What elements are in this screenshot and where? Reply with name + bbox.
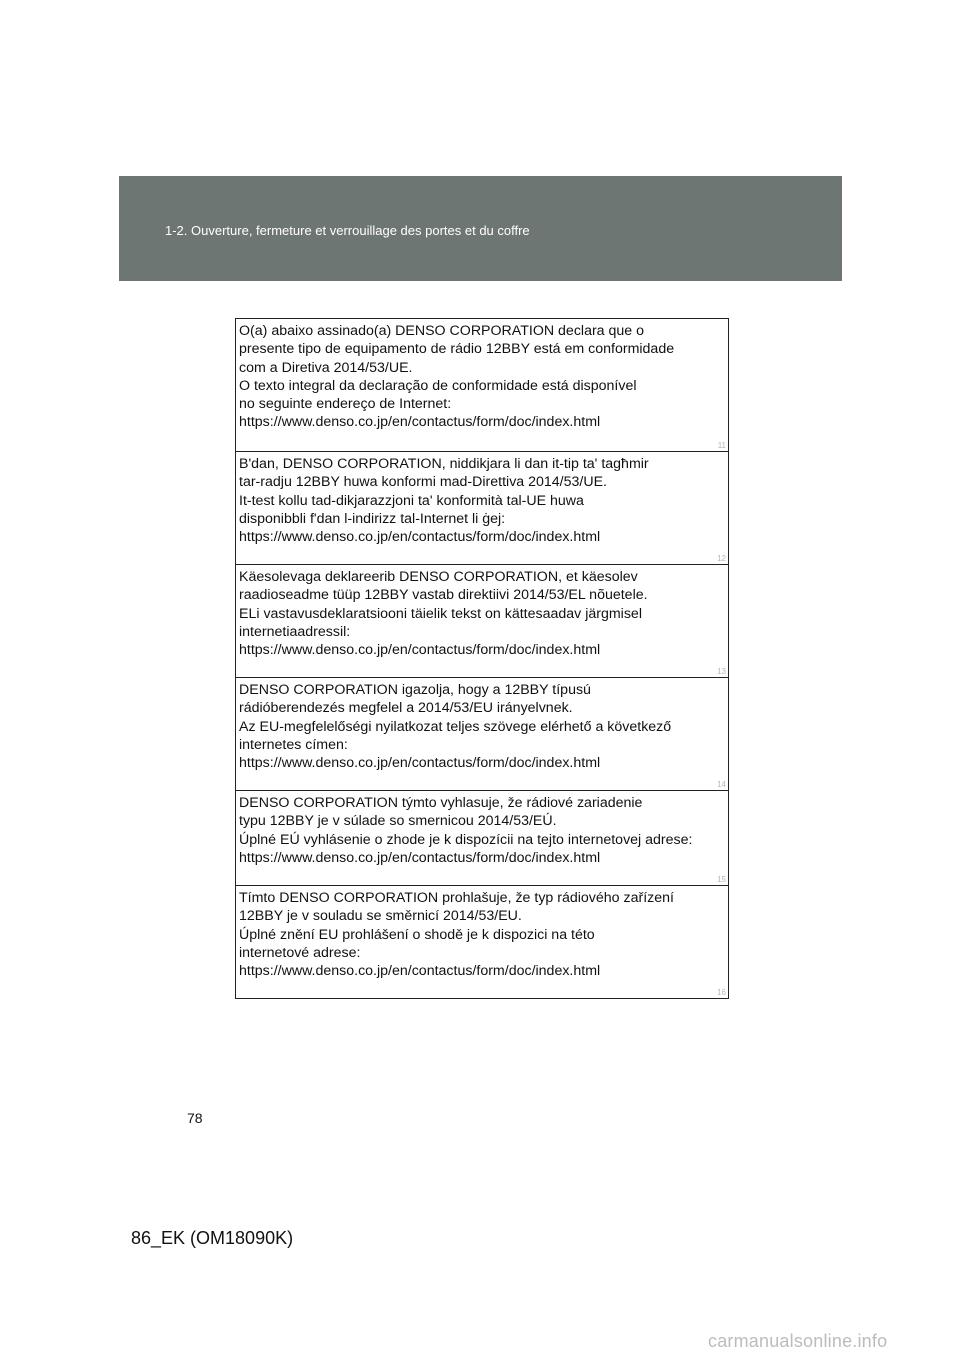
declaration-line: https://www.denso.co.jp/en/contactus/form/doc/index.html [239, 414, 601, 431]
declaration-line: https://www.denso.co.jp/en/contactus/form/doc/index.html [239, 642, 601, 659]
declaration-line: no seguinte endereço de Internet: [239, 396, 452, 413]
page-number: 78 [187, 1110, 203, 1126]
declaration-number: 11 [717, 441, 726, 450]
declaration-text [239, 889, 724, 980]
declaration-line: Käesolevaga deklareerib DENSO CORPORATION, et käesolev [239, 569, 638, 585]
declaration-text [239, 568, 724, 659]
declarations-table [235, 318, 729, 999]
declaration-block-mt [236, 451, 728, 564]
declaration-line: disponibbli f'dan l-indirizz tal-Internet li ġej: [239, 510, 506, 527]
declaration-line: internetiaadressil: [239, 623, 351, 640]
declaration-line: Úplné znění EU prohlášení o shodě je k dispozici na této [239, 926, 595, 943]
declaration-block-sk [236, 790, 728, 885]
declaration-number: 15 [717, 875, 726, 884]
declaration-text [239, 322, 724, 432]
declaration-text [239, 455, 724, 546]
declaration-line: O(a) abaixo assinado(a) DENSO CORPORATION declara que o [239, 323, 645, 339]
declaration-number: 16 [717, 988, 726, 997]
declaration-line: typu 12BBY je v súlade so smernicou 2014/53/EÚ. [239, 813, 557, 830]
declaration-line: DENSO CORPORATION týmto vyhlasuje, že rádiové zariadenie [239, 795, 643, 811]
declaration-line: O texto integral da declaração de conformidade está disponível [239, 377, 637, 394]
declaration-block-et [236, 564, 728, 677]
declaration-line: Tímto DENSO CORPORATION prohlašuje, že typ rádiového zařízení [239, 890, 674, 906]
declaration-line: Az EU-megfelelőségi nyilatkozat teljes szövege elérhető a következő [239, 718, 672, 735]
declaration-line: https://www.denso.co.jp/en/contactus/form/doc/index.html [239, 755, 601, 772]
declaration-line: presente tipo de equipamento de rádio 12BBY está em conformidade [239, 341, 675, 358]
declaration-number: 13 [717, 667, 726, 676]
declaration-line: tar-radju 12BBY huwa konformi mad-Direttiva 2014/53/UE. [239, 474, 608, 491]
declaration-text [239, 681, 724, 772]
declaration-line: raadioseadme tüüp 12BBY vastab direktiivi 2014/53/EL nõuetele. [239, 587, 648, 604]
declaration-line: https://www.denso.co.jp/en/contactus/form/doc/index.html [239, 529, 601, 546]
declaration-line: internetes címen: [239, 736, 348, 753]
declaration-line: https://www.denso.co.jp/en/contactus/form/doc/index.html [239, 849, 601, 866]
declaration-line: It-test kollu tad-dikjarazzjoni ta' konformità tal-UE huwa [239, 492, 584, 509]
declaration-line: https://www.denso.co.jp/en/contactus/form/doc/index.html [239, 963, 601, 980]
declaration-line: 12BBY je v souladu se směrnicí 2014/53/EU. [239, 908, 522, 925]
site-watermark: carmanualsonline.info [708, 1331, 888, 1351]
section-title: 1-2. Ouverture, fermeture et verrouillage des portes et du coffre [165, 223, 530, 238]
declaration-line: internetové adrese: [239, 944, 361, 961]
declaration-number: 14 [717, 780, 726, 789]
declaration-number: 12 [717, 554, 726, 563]
declaration-line: Úplné EÚ vyhlásenie o zhode je k dispozícii na tejto internetovej adrese: [239, 831, 693, 848]
declaration-text [239, 794, 724, 867]
declaration-line: B'dan, DENSO CORPORATION, niddikjara li dan it-tip ta' tagħmir [239, 456, 649, 472]
declaration-line: ELi vastavusdeklaratsiooni täielik tekst on kättesaadav järgmisel [239, 605, 642, 622]
declaration-block-cs [236, 885, 728, 999]
declaration-line: com a Diretiva 2014/53/UE. [239, 359, 413, 376]
declaration-line: rádióberendezés megfelel a 2014/53/EU irányelvnek. [239, 700, 573, 717]
declaration-line: DENSO CORPORATION igazolja, hogy a 12BBY típusú [239, 682, 591, 698]
declaration-block-pt [236, 318, 728, 451]
document-code: 86_EK (OM18090K) [131, 1228, 294, 1248]
declaration-block-hu [236, 677, 728, 790]
